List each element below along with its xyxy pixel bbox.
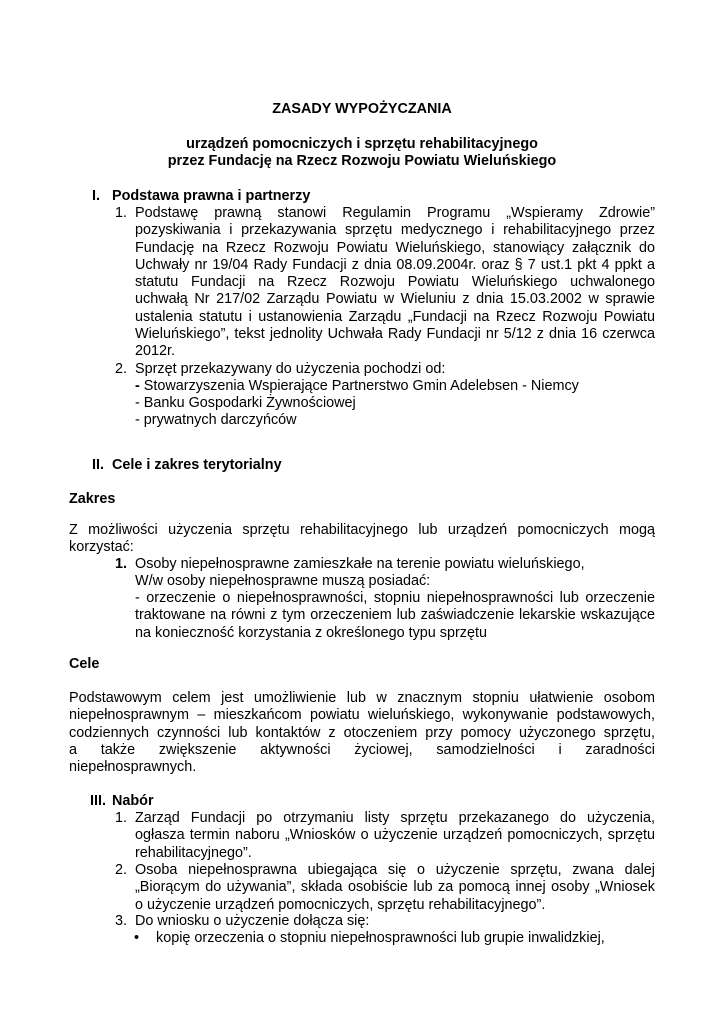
section1-item1-last-line: 2012r. <box>135 343 176 360</box>
zakres-intro-line1: Z możliwości użyczenia sprzętu rehabilitacyjnego lub urządzeń pomocniczych mogą <box>69 522 655 538</box>
section3-item3-text: Do wniosku o użyczenie dołącza się: <box>135 913 370 929</box>
section3-item2-line: Osoba niepełnosprawna ubiegająca się o użyczenie sprzętu, zwana dalej <box>135 862 655 878</box>
section1-item1-number: 1. <box>115 205 128 221</box>
cele-line: Podstawowym celem jest umożliwienie lub w znacznym stopniu ułatwienie osobom <box>69 690 655 706</box>
section3-item3-bullet-text: kopię orzeczenia o stopniu niepełnosprawności lub grupie inwalidzkiej, <box>156 930 605 946</box>
cele-last-line: niepełnosprawnych. <box>69 759 197 776</box>
zakres-item1-detail <box>135 590 655 642</box>
bullet-icon: • <box>134 930 140 946</box>
section1-item1-line: ustalenia statutu i ustanowienia Zarządu „Fundacji na Rzecz Rozwoju Powiatu <box>135 308 655 325</box>
section1-item1-line: Uchwały nr 19/04 Rady Fundacji z dnia 08.09.2004r. oraz § 7 ust.1 pkt 4 ppkt a <box>135 256 655 273</box>
zakres-heading: Zakres <box>69 491 116 507</box>
section3-number: III. <box>90 793 106 809</box>
document-title: ZASADY WYPOŻYCZANIA <box>272 101 452 117</box>
section1-item2-sub1-text: Stowarzyszenia Wspierające Partnerstwo Gmin Adelebsen - Niemcy <box>139 378 579 394</box>
section1-item2-text: Sprzęt przekazywany do użyczenia pochodzi od: <box>135 361 446 377</box>
section1-item1-line: Wieluńskiego”, tekst jednolity Uchwała Rady Fundacji nr 5/12 z dnia 16 czerwca <box>135 326 655 343</box>
cele-line: codziennych czynności lub kontaktów z otoczeniem przy pomocy użyczonego sprzętu, <box>69 724 655 741</box>
section3-item1-number: 1. <box>115 810 128 826</box>
cele-paragraph <box>69 690 655 776</box>
section1-number: I. <box>92 188 100 204</box>
section3-item1-text <box>135 810 655 862</box>
section1-item2-sub3: - prywatnych darczyńców <box>135 412 297 428</box>
section3-item2-last-line: o użyczenie urządzeń pomocniczych, sprzętu rehabilitacyjnego”. <box>135 896 546 913</box>
section3-item1-line: Zarząd Fundacji po otrzymaniu listy sprzętu przekazanego do użyczenia, <box>135 810 655 826</box>
section2-heading: Cele i zakres terytorialny <box>112 457 282 473</box>
zakres-item1-line: - orzeczenie o niepełnosprawności, stopniu niepełnosprawności lub orzeczenie <box>135 590 655 606</box>
section3-item1-last-line: rehabilitacyjnego”. <box>135 844 252 861</box>
zakres-intro <box>69 522 655 557</box>
section1-item2-number: 2. <box>115 361 128 377</box>
section3-heading: Nabór <box>112 793 154 809</box>
section1-item1-line: Fundację na Rzecz Rozwoju Powiatu Wieluńskiego, stanowiący załącznik do <box>135 239 655 256</box>
section1-item1-line: pozyskiwania i przekazywania sprzętu medycznego i rehabilitacyjnego przez <box>135 222 655 239</box>
section1-item2-sub1 <box>135 378 579 395</box>
zakres-item1-text: Osoby niepełnosprawne zamieszkałe na terenie powiatu wieluńskiego, <box>135 556 585 572</box>
section1-item2-sub1-dash: - <box>135 378 140 394</box>
document-subtitle-line1: urządzeń pomocniczych i sprzętu rehabilitacyjnego <box>186 136 538 152</box>
section1-item1-text <box>135 205 655 361</box>
zakres-intro-line2: korzystać: <box>69 539 134 556</box>
section3-item2-text <box>135 862 655 914</box>
cele-line: niepełnosprawnym – mieszkańcom powiatu wieluńskiego, wykonywanie podstawowych, <box>69 707 655 724</box>
zakres-item1-last-line: na konieczność korzystania z określonego typu sprzętu <box>135 624 487 641</box>
section3-item1-line: ogłasza termin naboru „Wniosków o użyczenie urządzeń pomocniczych, sprzętu <box>135 827 655 844</box>
document-subtitle-line2: przez Fundację na Rzecz Rozwoju Powiatu Wieluńskiego <box>167 153 557 169</box>
zakres-item1-sub: W/w osoby niepełnosprawne muszą posiadać: <box>135 573 431 589</box>
section1-item1-line: statutu Fundacji na Rzecz Rozwoju Powiatu Wieluńskiego uchwalonego <box>135 274 655 291</box>
cele-heading: Cele <box>69 656 100 672</box>
zakres-item1-line: traktowane na równi z tym orzeczeniem lub zaświadczenie lekarskie wskazujące <box>135 607 655 624</box>
zakres-item1-number: 1. <box>115 556 128 572</box>
section1-heading: Podstawa prawna i partnerzy <box>112 188 311 204</box>
section1-item2-sub2: - Banku Gospodarki Żywnościowej <box>135 395 356 411</box>
cele-line: a także zwiększenie aktywności życiowej, samodzielności i zaradności <box>69 741 655 758</box>
section1-item1-line: uchwałą Nr 217/02 Zarządu Powiatu w Wieluniu z dnia 15.03.2002 w sprawie <box>135 291 655 308</box>
section3-item3-number: 3. <box>115 913 128 929</box>
section1-item1-line: Podstawę prawną stanowi Regulamin Programu „Wspieramy Zdrowie” <box>135 205 655 221</box>
section3-item2-number: 2. <box>115 862 128 878</box>
section2-number: II. <box>92 457 104 473</box>
section3-item2-line: „Biorącym do używania”, składa osobiście lub za pomocą innej osoby „Wniosek <box>135 879 655 896</box>
